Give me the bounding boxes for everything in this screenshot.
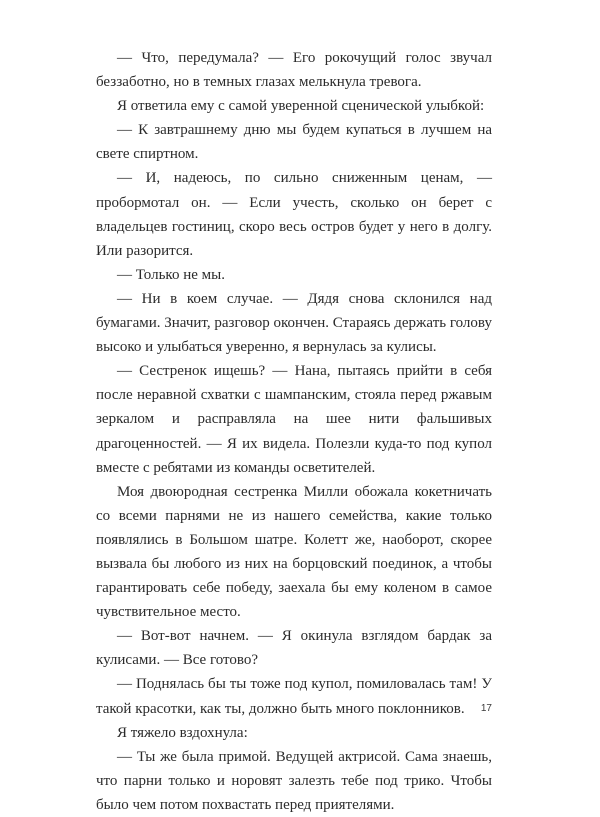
- page-number: 17: [480, 703, 492, 714]
- paragraph: Моя двоюродная сестренка Милли обожала кокетничать со всеми парнями не из нашего семейства, какие только появлялись в Большом шатре. Колетт же, наоборот, скорее вызвала бы любого из них на борцовский поединок, а чтобы гарантировать себе победу, заехала бы ему коленом в самое чувствительное место.: [96, 483, 492, 621]
- paragraph: Я тяжело вздохнула:: [117, 724, 248, 741]
- paragraph: — Поднялась бы ты тоже под купол, помиловалась там! У такой красотки, как ты, должно быть много поклонников.: [96, 676, 492, 717]
- paragraph: — Сестренок ищешь? — Нана, пытаясь прийти в себя после неравной схватки с шампанским, стояла перед ржавым зеркалом и расправляла на шее нити фальшивых драгоценностей. — Я их видела. Полезли куда-то под купол вместе с ребятами из команды осветителей.: [96, 363, 492, 476]
- paragraph: — Ты же была примой. Ведущей актрисой. Сама знаешь, что парни только и норовят залезть тебе под трико. Чтобы было чем потом похвастать перед приятелями.: [96, 748, 492, 813]
- body-text: [96, 46, 492, 817]
- paragraph: — Ни в коем случае. — Дядя снова склонился над бумагами. Значит, разговор окончен. Стараясь держать голову высоко и улыбаться уверенно, я вернулась за кулисы.: [96, 290, 492, 356]
- paragraph: — К завтрашнему дню мы будем купаться в лучшем на свете спиртном.: [96, 122, 492, 163]
- paragraph: — И, надеюсь, по сильно сниженным ценам, — пробормотал он. — Если учесть, сколько он берет с владельцев гостиниц, скоро весь остров будет у него в долгу. Или разорится.: [96, 170, 492, 259]
- paragraph: — Вот-вот начнем. — Я окинула взглядом бардак за кулисами. — Все готово?: [96, 628, 492, 669]
- paragraph: — Что, передумала? — Его рокочущий голос звучал беззаботно, но в темных глазах мелькнула тревога.: [96, 50, 492, 91]
- paragraph: Я ответила ему с самой уверенной сценической улыбкой:: [117, 98, 485, 115]
- paragraph: — Только не мы.: [117, 266, 225, 283]
